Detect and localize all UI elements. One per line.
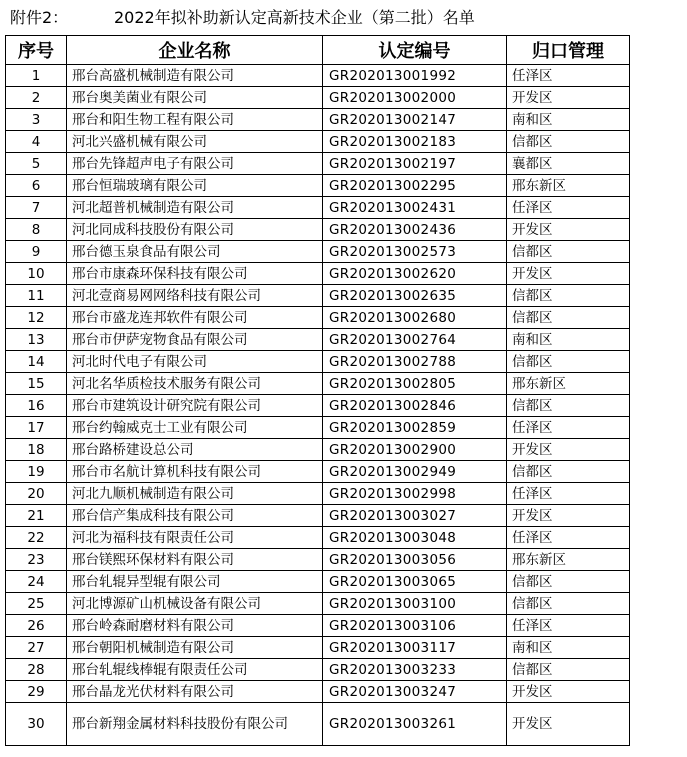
certificate-number: GR202013002846 — [323, 395, 507, 417]
certificate-number: GR202013002431 — [323, 197, 507, 219]
company-name: 邢台岭森耐磨材料有限公司 — [67, 615, 323, 637]
management-district: 信都区 — [507, 307, 630, 329]
row-number: 26 — [6, 615, 67, 637]
management-district: 信都区 — [507, 131, 630, 153]
certificate-number: GR202013002000 — [323, 87, 507, 109]
column-header-no: 序号 — [6, 36, 67, 65]
row-number: 5 — [6, 153, 67, 175]
row-number: 16 — [6, 395, 67, 417]
table-row — [6, 549, 630, 571]
row-number: 3 — [6, 109, 67, 131]
table-row — [6, 285, 630, 307]
row-number: 2 — [6, 87, 67, 109]
row-number: 23 — [6, 549, 67, 571]
row-number: 19 — [6, 461, 67, 483]
table-row — [6, 263, 630, 285]
table-row — [6, 373, 630, 395]
table-row — [6, 703, 630, 746]
company-name: 邢台路桥建设总公司 — [67, 439, 323, 461]
row-number: 8 — [6, 219, 67, 241]
certificate-number: GR202013002183 — [323, 131, 507, 153]
management-district: 信都区 — [507, 571, 630, 593]
company-name: 邢台市名航计算机科技有限公司 — [67, 461, 323, 483]
company-list-table — [5, 35, 630, 746]
table-row — [6, 681, 630, 703]
certificate-number: GR202013002764 — [323, 329, 507, 351]
row-number: 25 — [6, 593, 67, 615]
table-row — [6, 219, 630, 241]
company-name: 邢台市盛龙连邦软件有限公司 — [67, 307, 323, 329]
certificate-number: GR202013002680 — [323, 307, 507, 329]
table-row — [6, 527, 630, 549]
management-district: 信都区 — [507, 395, 630, 417]
row-number: 12 — [6, 307, 67, 329]
certificate-number: GR202013002620 — [323, 263, 507, 285]
management-district: 邢东新区 — [507, 549, 630, 571]
company-name: 河北同成科技股份有限公司 — [67, 219, 323, 241]
company-name: 河北兴盛机械有限公司 — [67, 131, 323, 153]
certificate-number: GR202013001992 — [323, 65, 507, 87]
certificate-number: GR202013002949 — [323, 461, 507, 483]
certificate-number: GR202013003048 — [323, 527, 507, 549]
company-name: 邢台奥美菌业有限公司 — [67, 87, 323, 109]
certificate-number: GR202013002859 — [323, 417, 507, 439]
management-district: 邢东新区 — [507, 175, 630, 197]
management-district: 开发区 — [507, 681, 630, 703]
table-row — [6, 175, 630, 197]
row-number: 1 — [6, 65, 67, 87]
column-header-cert-no: 认定编号 — [323, 36, 507, 65]
company-name: 邢台市建筑设计研究院有限公司 — [67, 395, 323, 417]
management-district: 任泽区 — [507, 483, 630, 505]
company-name: 邢台轧辊线棒辊有限责任公司 — [67, 659, 323, 681]
row-number: 14 — [6, 351, 67, 373]
certificate-number: GR202013003027 — [323, 505, 507, 527]
certificate-number: GR202013003106 — [323, 615, 507, 637]
management-district: 襄都区 — [507, 153, 630, 175]
certificate-number: GR202013003247 — [323, 681, 507, 703]
company-name: 邢台和阳生物工程有限公司 — [67, 109, 323, 131]
company-name: 河北时代电子有限公司 — [67, 351, 323, 373]
column-header-district: 归口管理 — [507, 36, 630, 65]
row-number: 11 — [6, 285, 67, 307]
company-name: 邢台朝阳机械制造有限公司 — [67, 637, 323, 659]
company-name: 河北名华质检技术服务有限公司 — [67, 373, 323, 395]
company-name: 邢台德玉泉食品有限公司 — [67, 241, 323, 263]
table-row — [6, 505, 630, 527]
company-name: 邢台新翔金属材料科技股份有限公司 — [67, 703, 323, 746]
management-district: 开发区 — [507, 703, 630, 746]
management-district: 南和区 — [507, 109, 630, 131]
row-number: 24 — [6, 571, 67, 593]
row-number: 7 — [6, 197, 67, 219]
company-name: 邢台约翰威克士工业有限公司 — [67, 417, 323, 439]
certificate-number: GR202013002147 — [323, 109, 507, 131]
table-body — [6, 65, 630, 746]
table-row — [6, 241, 630, 263]
certificate-number: GR202013003261 — [323, 703, 507, 746]
row-number: 10 — [6, 263, 67, 285]
certificate-number: GR202013003100 — [323, 593, 507, 615]
management-district: 开发区 — [507, 219, 630, 241]
row-number: 18 — [6, 439, 67, 461]
company-name: 邢台市康森环保科技有限公司 — [67, 263, 323, 285]
row-number: 13 — [6, 329, 67, 351]
company-name: 邢台晶龙光伏材料有限公司 — [67, 681, 323, 703]
management-district: 信都区 — [507, 593, 630, 615]
management-district: 南和区 — [507, 329, 630, 351]
row-number: 4 — [6, 131, 67, 153]
attachment-label: 附件2： — [10, 8, 69, 27]
table-row — [6, 483, 630, 505]
row-number: 17 — [6, 417, 67, 439]
certificate-number: GR202013002573 — [323, 241, 507, 263]
document-header — [10, 4, 670, 32]
company-name: 河北壹商易网网络科技有限公司 — [67, 285, 323, 307]
company-name: 邢台轧辊异型辊有限公司 — [67, 571, 323, 593]
table-row — [6, 307, 630, 329]
company-name: 邢台恒瑞玻璃有限公司 — [67, 175, 323, 197]
table-row — [6, 417, 630, 439]
document-title: 2022年拟补助新认定高新技术企业（第二批）名单 — [114, 8, 475, 27]
management-district: 开发区 — [507, 439, 630, 461]
table-row — [6, 637, 630, 659]
table-row — [6, 87, 630, 109]
management-district: 任泽区 — [507, 615, 630, 637]
table-row — [6, 571, 630, 593]
certificate-number: GR202013003056 — [323, 549, 507, 571]
table-row — [6, 593, 630, 615]
company-name: 邢台镁熙环保材料有限公司 — [67, 549, 323, 571]
company-name: 邢台先锋超声电子有限公司 — [67, 153, 323, 175]
management-district: 信都区 — [507, 351, 630, 373]
company-name: 河北超普机械制造有限公司 — [67, 197, 323, 219]
management-district: 邢东新区 — [507, 373, 630, 395]
row-number: 30 — [6, 703, 67, 746]
table-header-row — [6, 36, 630, 65]
table-row — [6, 461, 630, 483]
company-name: 河北博源矿山机械设备有限公司 — [67, 593, 323, 615]
table-row — [6, 615, 630, 637]
table-row — [6, 659, 630, 681]
management-district: 信都区 — [507, 659, 630, 681]
management-district: 信都区 — [507, 241, 630, 263]
row-number: 29 — [6, 681, 67, 703]
management-district: 开发区 — [507, 505, 630, 527]
certificate-number: GR202013002805 — [323, 373, 507, 395]
table-row — [6, 439, 630, 461]
certificate-number: GR202013003233 — [323, 659, 507, 681]
management-district: 开发区 — [507, 263, 630, 285]
certificate-number: GR202013002197 — [323, 153, 507, 175]
row-number: 20 — [6, 483, 67, 505]
certificate-number: GR202013002900 — [323, 439, 507, 461]
certificate-number: GR202013002295 — [323, 175, 507, 197]
management-district: 任泽区 — [507, 417, 630, 439]
certificate-number: GR202013002436 — [323, 219, 507, 241]
management-district: 南和区 — [507, 637, 630, 659]
company-name: 河北为福科技有限责任公司 — [67, 527, 323, 549]
company-name: 邢台信产集成科技有限公司 — [67, 505, 323, 527]
management-district: 信都区 — [507, 461, 630, 483]
certificate-number: GR202013002998 — [323, 483, 507, 505]
row-number: 6 — [6, 175, 67, 197]
table-row — [6, 153, 630, 175]
certificate-number: GR202013003117 — [323, 637, 507, 659]
row-number: 22 — [6, 527, 67, 549]
table-row — [6, 197, 630, 219]
company-name: 邢台市伊萨宠物食品有限公司 — [67, 329, 323, 351]
table-row — [6, 351, 630, 373]
table-row — [6, 329, 630, 351]
row-number: 21 — [6, 505, 67, 527]
company-name: 河北九顺机械制造有限公司 — [67, 483, 323, 505]
management-district: 开发区 — [507, 87, 630, 109]
management-district: 任泽区 — [507, 197, 630, 219]
table-row — [6, 131, 630, 153]
table-row — [6, 395, 630, 417]
management-district: 任泽区 — [507, 65, 630, 87]
row-number: 15 — [6, 373, 67, 395]
management-district: 任泽区 — [507, 527, 630, 549]
column-header-company: 企业名称 — [67, 36, 323, 65]
management-district: 信都区 — [507, 285, 630, 307]
row-number: 28 — [6, 659, 67, 681]
table-row — [6, 65, 630, 87]
row-number: 9 — [6, 241, 67, 263]
table-row — [6, 109, 630, 131]
certificate-number: GR202013003065 — [323, 571, 507, 593]
certificate-number: GR202013002788 — [323, 351, 507, 373]
certificate-number: GR202013002635 — [323, 285, 507, 307]
row-number: 27 — [6, 637, 67, 659]
company-name: 邢台高盛机械制造有限公司 — [67, 65, 323, 87]
